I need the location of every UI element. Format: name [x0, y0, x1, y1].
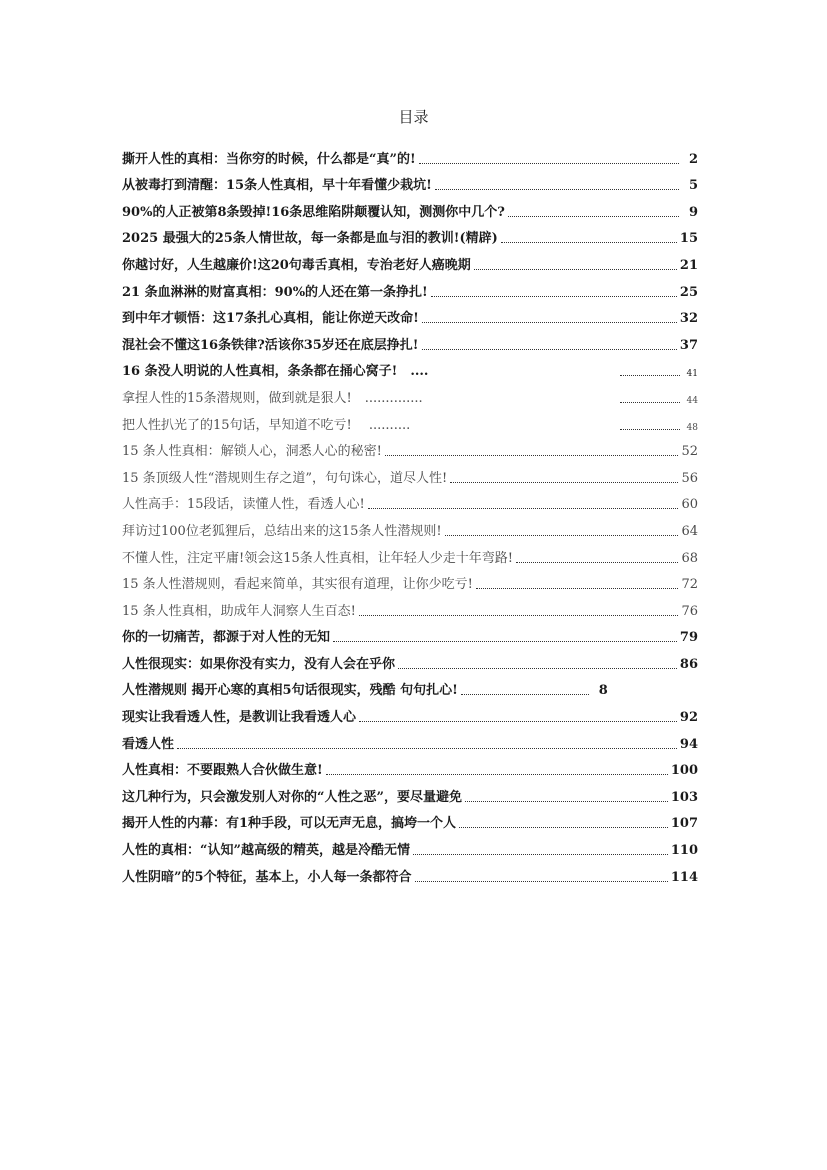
toc-entry[interactable]: [122, 460, 698, 487]
dot-leader: [422, 349, 677, 350]
toc-entry-page-number: 79: [679, 630, 698, 646]
toc-entry[interactable]: [122, 380, 698, 407]
toc-entry-title: 人性很现实：如果你没有实力，没有人会在乎你: [122, 656, 396, 672]
dot-leader: [415, 881, 668, 882]
dot-leader: [359, 721, 677, 722]
toc-entry[interactable]: [122, 301, 698, 328]
toc-entry-page-number: 32: [679, 311, 698, 327]
dot-leader: [501, 242, 677, 243]
dot-leader: [620, 429, 680, 430]
toc-entry-title: 这几种行为，只会激发别人对你的“人性之恶”，要尽量避免: [122, 789, 462, 805]
dot-leader: [431, 296, 677, 297]
dot-leader: [465, 801, 668, 802]
toc-entry[interactable]: [122, 434, 698, 461]
toc-entry-title: 人性潜规则 揭开心寒的真相5句话很现实，残酷 句句扎心!: [122, 683, 458, 699]
toc-entry[interactable]: [122, 407, 698, 434]
page-title: 目录: [398, 108, 429, 126]
dot-leader: [422, 322, 677, 323]
dot-leader: [516, 562, 678, 563]
toc-entry-page-number: 68: [681, 550, 698, 566]
toc-entry-page-number: 114: [670, 869, 698, 885]
toc-entry-title: 拜访过100位老狐狸后，总结出来的这15条人性潜规则!: [122, 523, 442, 539]
toc-entry-title: 撕开人性的真相：当你穷的时候，什么都是“真”的!: [122, 151, 416, 167]
toc-entry-page-number: 9: [688, 204, 698, 220]
dot-leader: [450, 482, 678, 483]
dot-leader: [413, 854, 668, 855]
toc-entry-title: 看透人性: [122, 736, 175, 752]
toc-entry[interactable]: [122, 859, 698, 886]
dot-leader: [476, 588, 679, 589]
toc-entry-page-number: 21: [679, 257, 698, 273]
toc-entry-page-number: 8: [598, 683, 608, 699]
toc-entry[interactable]: [122, 487, 698, 514]
toc-entry[interactable]: [122, 832, 698, 859]
dot-leader: [326, 774, 668, 775]
toc-entry[interactable]: [122, 247, 698, 274]
table-of-contents: [122, 141, 698, 886]
toc-entry-title: 揭开人性的内幕：有1种手段，可以无声无息，搞垮一个人: [122, 816, 457, 832]
toc-entry-title: 现实让我看透人性，是教训让我看透人心: [122, 710, 357, 726]
toc-entry-page-number: 100: [670, 763, 698, 779]
dot-leader: [177, 748, 677, 749]
toc-entry-title: 不懂人性，注定平庸!领会这15条人性真相，让年轻人少走十年弯路!: [122, 550, 513, 566]
toc-entry-page-number: 60: [681, 497, 698, 513]
toc-entry-title: 15 条顶级人性“潜规则生存之道”，句句诛心，道尽人性!: [122, 470, 448, 486]
toc-entry-page-number: 72: [681, 577, 698, 593]
dot-leader: [419, 163, 679, 164]
toc-entry-title: 拿捏人性的15条潜规则，做到就是狠人! ..............: [122, 390, 423, 406]
toc-entry-title: 你的一切痛苦，都源于对人性的无知: [122, 630, 331, 646]
toc-entry-title: 15 条人性真相，助成年人洞察人生百态!: [122, 603, 356, 619]
toc-entry[interactable]: [122, 620, 698, 647]
toc-entry-page-number: 41: [686, 369, 698, 380]
toc-entry-title: 人性的真相：“认知”越高级的精英，越是冷酷无情: [122, 843, 410, 859]
dot-leader: [620, 402, 680, 403]
toc-entry-title: 16 条没人明说的人性真相，条条都在捅心窝子! ....: [122, 364, 429, 380]
dot-leader: [435, 189, 679, 190]
toc-entry-title: 21 条血淋淋的财富真相：90%的人还在第一条挣扎!: [122, 284, 428, 300]
toc-entry-page-number: 103: [670, 789, 698, 805]
toc-entry-page-number: 37: [679, 337, 698, 353]
dot-leader: [445, 535, 679, 536]
dot-leader: [620, 375, 680, 376]
toc-entry-title: 90%的人正被第8条毁掉!16条思维陷阱颠覆认知，测测你中几个?: [122, 204, 505, 220]
toc-entry-title: 15 条人性潜规则，看起来简单，其实很有道理，让你少吃亏!: [122, 577, 473, 593]
toc-entry-page-number: 76: [681, 603, 698, 619]
dot-leader: [459, 827, 668, 828]
toc-entry[interactable]: [122, 593, 698, 620]
dot-leader: [474, 269, 677, 270]
dot-leader: [385, 455, 679, 456]
toc-entry-page-number: 5: [688, 178, 698, 194]
toc-entry-title: 15 条人性真相：解锁人心，洞悉人心的秘密!: [122, 444, 382, 460]
dot-leader: [333, 641, 677, 642]
toc-entry-title: 人性阴暗”的5个特征，基本上，小人每一条都符合: [122, 869, 412, 885]
toc-entry[interactable]: [122, 567, 698, 594]
toc-entry[interactable]: [122, 753, 698, 780]
toc-entry-page-number: 86: [679, 656, 698, 672]
toc-entry-title: 你越讨好，人生越廉价!这20句毒舌真相，专治老好人癌晚期: [122, 257, 471, 273]
toc-entry-title: 混社会不懂这16条铁律?活该你35岁还在底层挣扎!: [122, 337, 419, 353]
toc-entry-page-number: 44: [686, 395, 698, 406]
toc-entry-title: 把人性扒光了的15句话，早知道不吃亏! ..........: [122, 417, 411, 433]
toc-entry-page-number: 56: [681, 470, 698, 486]
toc-entry[interactable]: [122, 726, 698, 753]
toc-entry-title: 2025 最强大的25条人情世故，每一条都是血与泪的教训!(精辟): [122, 231, 498, 247]
toc-entry-title: 人性真相：不要跟熟人合伙做生意!: [122, 763, 323, 779]
toc-entry[interactable]: [122, 779, 698, 806]
toc-entry[interactable]: [122, 141, 698, 168]
toc-entry[interactable]: [122, 354, 698, 381]
toc-entry-page-number: 15: [679, 231, 698, 247]
toc-entry-title: 从被毒打到清醒：15条人性真相，早十年看懂少栽坑!: [122, 178, 432, 194]
toc-entry-page-number: 92: [679, 710, 698, 726]
toc-entry-page-number: 25: [679, 284, 698, 300]
toc-entry[interactable]: [122, 327, 698, 354]
toc-entry-title: 到中年才顿悟：这17条扎心真相，能让你逆天改命!: [122, 311, 419, 327]
toc-entry-page-number: 48: [686, 422, 698, 433]
toc-entry-title: 人性高手：15段话，读懂人性，看透人心!: [122, 497, 365, 513]
toc-entry-page-number: 107: [670, 816, 698, 832]
dot-leader: [368, 508, 679, 509]
dot-leader: [359, 615, 679, 616]
toc-entry-page-number: 2: [688, 151, 698, 167]
toc-entry[interactable]: [122, 673, 698, 700]
toc-entry[interactable]: [122, 274, 698, 301]
toc-entry[interactable]: [122, 168, 698, 195]
dot-leader: [508, 216, 679, 217]
toc-entry[interactable]: [122, 513, 698, 540]
toc-entry[interactable]: [122, 699, 698, 726]
dot-leader: [461, 694, 589, 695]
toc-entry[interactable]: [122, 806, 698, 833]
toc-entry-page-number: 64: [681, 523, 698, 539]
toc-entry-page-number: 94: [679, 736, 698, 752]
dot-leader: [398, 668, 677, 669]
toc-entry[interactable]: [122, 221, 698, 248]
toc-entry-page-number: 110: [670, 843, 698, 859]
toc-entry[interactable]: [122, 646, 698, 673]
toc-entry[interactable]: [122, 194, 698, 221]
toc-entry[interactable]: [122, 540, 698, 567]
toc-entry-page-number: 52: [681, 444, 698, 460]
